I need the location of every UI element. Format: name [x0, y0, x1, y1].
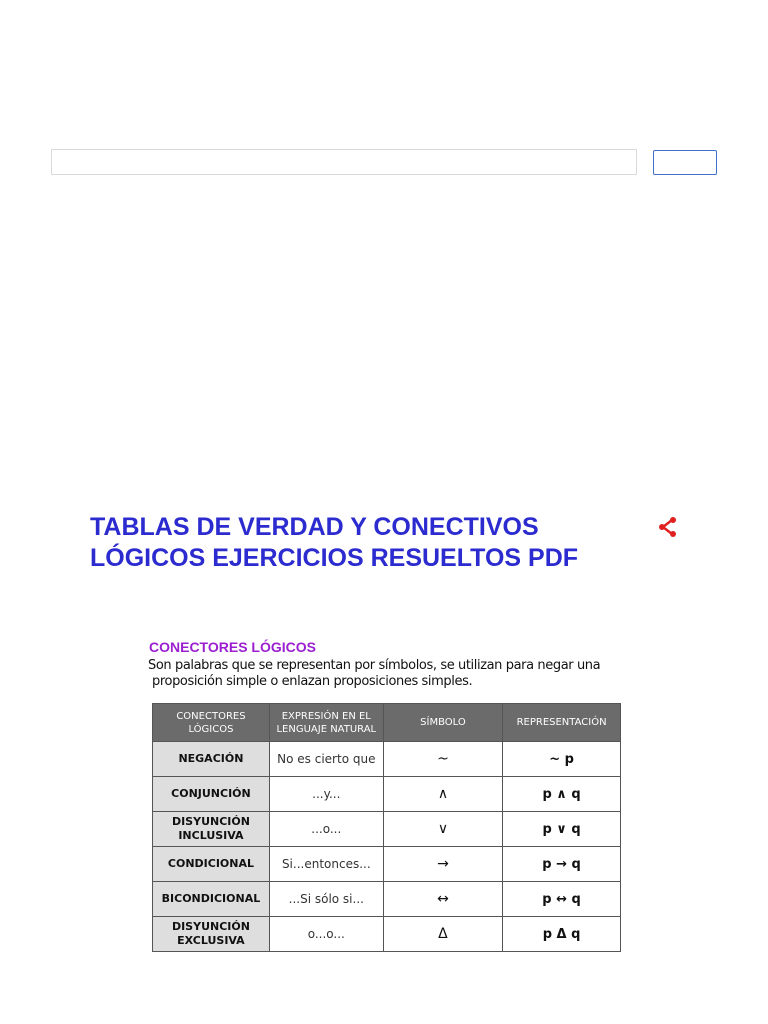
figure-description-line-2: proposición simple o enlazan proposiciones simples. — [152, 674, 473, 689]
connector-representation: ~ p — [503, 742, 621, 777]
connector-representation: p ∧ q — [503, 777, 621, 812]
connector-expression: ...y... — [269, 777, 383, 812]
connector-name: DISYUNCIÓN INCLUSIVA — [153, 812, 270, 847]
table-header-symbol: SÍMBOLO — [383, 704, 502, 742]
search-button[interactable] — [653, 150, 717, 175]
connector-symbol: Δ — [383, 917, 502, 952]
connector-representation: p → q — [503, 847, 621, 882]
connector-name: DISYUNCIÓN EXCLUSIVA — [153, 917, 270, 952]
figure-description — [148, 658, 618, 690]
connector-expression: ...Si sólo si... — [269, 882, 383, 917]
connector-representation: p ∨ q — [503, 812, 621, 847]
connector-symbol: → — [383, 847, 502, 882]
connector-expression: No es cierto que — [269, 742, 383, 777]
connectors-figure — [146, 636, 626, 966]
article-title: TABLAS DE VERDAD Y CONECTIVOS LÓGICOS EJERCICIOS RESUELTOS PDF — [90, 513, 579, 572]
figure-description-line-1: Son palabras que se representan por símbolos, se utilizan para negar una — [148, 658, 601, 673]
table-row — [153, 812, 621, 847]
connector-symbol: ~ — [383, 742, 502, 777]
connector-symbol: ↔ — [383, 882, 502, 917]
connector-representation: p ↔ q — [503, 882, 621, 917]
connector-symbol: ∨ — [383, 812, 502, 847]
table-row — [153, 777, 621, 812]
table-row — [153, 917, 621, 952]
figure-heading: CONECTORES LÓGICOS — [149, 639, 316, 655]
table-row — [153, 742, 621, 777]
connector-name: CONDICIONAL — [153, 847, 270, 882]
connector-representation: p Δ q — [503, 917, 621, 952]
connector-expression: ...o... — [269, 812, 383, 847]
table-row — [153, 847, 621, 882]
connector-name: NEGACIÓN — [153, 742, 270, 777]
connectors-table — [152, 703, 621, 952]
connector-name: CONJUNCIÓN — [153, 777, 270, 812]
table-header-representation: REPRESENTACIÓN — [503, 704, 621, 742]
table-header-row — [153, 704, 621, 742]
connector-symbol: ∧ — [383, 777, 502, 812]
connector-expression: o...o... — [269, 917, 383, 952]
connector-expression: Si...entonces... — [269, 847, 383, 882]
table-header-connectors: CONECTORES LÓGICOS — [153, 704, 270, 742]
search-input[interactable] — [51, 149, 637, 175]
share-icon[interactable] — [657, 514, 679, 540]
connector-name: BICONDICIONAL — [153, 882, 270, 917]
table-header-expression: EXPRESIÓN EN EL LENGUAJE NATURAL — [269, 704, 383, 742]
table-row — [153, 882, 621, 917]
